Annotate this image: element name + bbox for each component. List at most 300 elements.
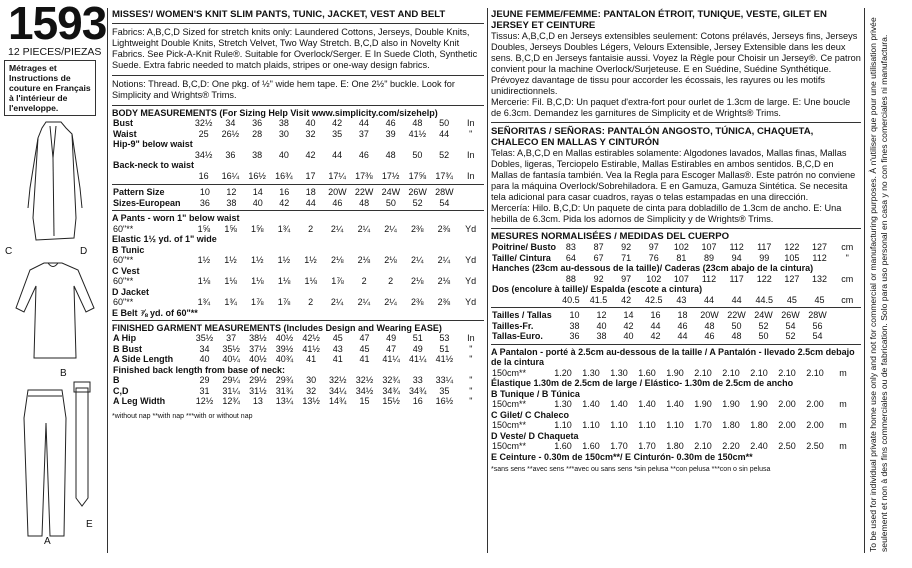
tailles-table (491, 310, 858, 342)
table-row (112, 150, 484, 161)
table-cell: 32 (306, 385, 317, 396)
yardage-view-title: Élastique 1.30m de 2.5cm de large / Elástico- 1.30m de 2.5cm de ancho (491, 378, 794, 388)
table-cell: 34¾ (382, 385, 400, 396)
table-cell: 34½ (355, 385, 374, 396)
table-cell: 47 (359, 333, 370, 343)
row-label: Taille/ Cintura (492, 252, 551, 263)
table-row (491, 274, 861, 285)
table-cell (831, 310, 858, 321)
table-row (112, 139, 484, 150)
table-cell: 12 (596, 310, 607, 320)
table-row (491, 441, 857, 452)
table-cell: 34½ (194, 149, 213, 160)
table-cell: 50 (385, 197, 396, 208)
table-cell: 41½ (302, 343, 320, 354)
table-cell: 54 (812, 331, 823, 341)
table-cell: 30 (278, 128, 289, 139)
yardage-cell: 2.00 (778, 399, 796, 409)
table-cell: 16 (650, 310, 661, 320)
table-cell: 49 (412, 343, 423, 354)
label-e: E (86, 519, 93, 530)
table-cell: 40¾ (275, 354, 294, 364)
yardage-cell: 1.20 (554, 367, 572, 378)
table-cell: 16 (279, 187, 290, 197)
table-cell: 105 (784, 252, 800, 263)
table-cell: 42 (305, 149, 316, 160)
table-cell: 34 (225, 118, 236, 128)
table-cell: 20W (700, 310, 719, 320)
table-cell: 30 (306, 375, 317, 385)
table-row (112, 297, 484, 308)
table-cell: 132 (812, 273, 828, 284)
table-cell: In (466, 170, 475, 181)
table-cell: 26½ (221, 128, 240, 139)
table-row (112, 365, 484, 376)
table-cell: 29½ (249, 375, 267, 385)
table-cell: 33¼ (435, 375, 454, 385)
yardage-cell: 1.10 (582, 420, 600, 430)
table-row (112, 354, 484, 365)
yardage-cell: 1.80 (750, 420, 768, 430)
table-cell: 38 (252, 149, 263, 160)
table-cell: 42 (650, 331, 661, 341)
yardage-cell: 2¼ (357, 223, 371, 234)
yardage-cell: 1⅞ (277, 297, 291, 307)
fabric-width: 60"** (113, 255, 134, 265)
fabric-width: 60"** (113, 276, 134, 286)
table-cell: 18 (305, 187, 316, 197)
table-cell: 38 (226, 197, 237, 208)
yardage-cell: 2.10 (694, 441, 712, 451)
yardage-cell: 2¼ (384, 297, 397, 307)
table-cell: 40 (278, 149, 289, 160)
table-cell: 32½ (194, 118, 213, 128)
table-cell: 67 (593, 252, 604, 263)
table-cell: 38 (278, 118, 289, 128)
fabrics-text: Fabrics: A,B,C,D Sized for stretch knits only: Laundered Cottons, Jerseys, Double Knits, Lightweight Double Knits, Stretch Velvet, Two Way Stretch. B,C,D also in Novelty Knit Fabrics. See Pick-A-Knit Rule®. Suitable for Overlock/Serger. E In Suede Cloth, Synthetic Suede. Extra fabric needed to match plaids, stripes or one-way design fabrics. (112, 27, 478, 70)
yardage-cell: 1⅝ (251, 223, 264, 234)
row-label: Hanches (23cm au-dessous de la taille)/ Caderas (23cm abajo de la cintura) (492, 263, 814, 273)
row-label: Dos (encolure à taille)/ Espalda (escote a cintura) (492, 284, 703, 294)
yardage-view-title: E Ceinture - 0.30m de 150cm**/ E Cinturón- 0.30m de 150cm** (491, 451, 753, 462)
yardage-cell: 1.10 (554, 420, 572, 430)
table-cell: 83 (565, 242, 576, 252)
row-label: A Side Length (113, 354, 174, 364)
table-row (112, 386, 484, 397)
yardage-cell: 2.10 (806, 367, 824, 378)
table-cell: 42 (623, 320, 634, 331)
table-cell: 17¾ (435, 170, 453, 181)
yardage-cell: Yd (465, 223, 477, 234)
yardage-cell: 2.10 (778, 367, 796, 378)
table-cell: 50 (758, 331, 769, 341)
table-cell: In (466, 118, 475, 128)
table-cell: 45 (814, 294, 825, 305)
table-cell: 44 (332, 149, 343, 160)
yardage-cell: 1.30 (610, 367, 628, 378)
table-row (112, 375, 484, 386)
table-cell: 44 (358, 118, 369, 128)
pieces-count: 12 PIECES/PIEZAS (8, 46, 102, 58)
table-cell: 16½ (435, 396, 454, 406)
table-cell: 16¼ (221, 170, 240, 181)
row-label: B Bust (113, 343, 142, 354)
table-cell: 97 (621, 273, 632, 284)
table-cell: 16 (412, 396, 423, 406)
yardage-cell: m (839, 420, 847, 430)
table-cell: 31½ (249, 385, 267, 396)
yardage-table (112, 213, 484, 318)
table-cell: 44 (731, 294, 742, 305)
table-cell: 45 (786, 294, 797, 305)
yardage-cell: 1¾ (224, 297, 237, 307)
table-row (112, 160, 484, 171)
row-label: B (113, 375, 120, 385)
yardage-cell: 2¼ (384, 223, 397, 234)
table-cell: 16 (198, 170, 209, 181)
table-cell: 40 (596, 320, 607, 331)
fabric-width: 150cm** (492, 420, 527, 430)
french-title: JEUNE FEMME/FEMME: PANTALON ÉTROIT, TUNIQUE, VESTE, GILET EN JERSEY ET CEINTURE (491, 9, 827, 31)
body-measurements-table (112, 118, 484, 181)
telas-text: Telas: A,B,C,D en Mallas estirables solamente: Algodones lavados, Mallas finas, Mallas Dobles, ligeras, Terciopelo Estirable, Mallas Estirables en ambos sentidos. B,C,D en Mallas de fantasía también. Vea la Regla para Escoger Mallas®. Este patrón no conviene para la máquina Overlock/Sobrehiladora. E en Gamuza, Gamuza Sintética. Se necesita tela adicional para casar cuadros, rayas o telas estampadas en una dirección. (491, 148, 856, 202)
belt-drawing (76, 388, 88, 506)
table-cell: 36 (252, 118, 263, 128)
spanish-title: SEÑORITAS / SEÑORAS: PANTALÓN ANGOSTO, TÚNICA, CHAQUETA, CHALECO EN MALLAS Y CINTURÓN (491, 126, 814, 148)
yardage-cell: 1.90 (722, 399, 740, 409)
garment-illustrations (6, 118, 104, 548)
table-cell: 92 (593, 273, 604, 284)
table-cell: 89 (704, 252, 715, 263)
mercerie-text: Mercerie: Fil. B,C,D: Un paquet d'extra-fort pour ourlet de 1.3cm de large. E: Une boucle de 6.3cm. Demandez les garnitures de Simplicity et de Wrights® Trims. (491, 97, 851, 118)
table-cell: 41.5 (589, 294, 608, 305)
pattern-number: 1593 (8, 0, 107, 49)
table-row (112, 396, 484, 407)
table-cell: 41 (359, 354, 370, 364)
table-cell: 48 (359, 197, 370, 208)
yardage-cell: 2¼ (330, 223, 344, 234)
yardage-view-title: B Tunic (112, 244, 145, 255)
yardage-view-title: B Tunique / B Túnica (491, 388, 580, 399)
table-cell: 13 (252, 396, 263, 406)
french-instructions-note: Métrages et Instructions de couture en Français à l'intérieur de l'enveloppe. (4, 60, 96, 116)
yardage-cell: 1.30 (582, 367, 600, 378)
yardage-cell: 1¾ (277, 223, 291, 234)
table-cell: 35½ (222, 343, 240, 354)
table-row (491, 242, 861, 253)
row-label: A Hip (113, 333, 137, 343)
fabric-width: 150cm** (492, 399, 527, 409)
table-cell: 12½ (195, 396, 214, 406)
yardage-view-title: Elastic 1½ yd. of 1" wide (112, 234, 217, 244)
yardage-cell: 1¾ (197, 297, 211, 307)
table-cell: 47 (386, 343, 397, 354)
table-row (112, 198, 484, 209)
yardage-cell: 2⅛ (384, 255, 397, 265)
table-cell: 28W (808, 310, 827, 320)
row-label: Finished back length from base of neck: (113, 364, 286, 375)
table-cell: In (466, 149, 475, 160)
table-cell (831, 321, 858, 332)
table-cell: 64 (565, 252, 576, 263)
table-cell: 32 (305, 128, 316, 139)
pattern-size-table (112, 187, 484, 208)
table-row (112, 187, 484, 198)
table-cell (831, 331, 858, 342)
yardage-cell: 1.70 (638, 441, 656, 451)
yardage-cell: 1⅞ (331, 276, 344, 286)
usage-note-vertical: To be used for individual private home use only and not for commercial or manufacturing purposes. À n'utiliser que pour une utilisation privée seulement et non à des fins commerciales ou de fabrication. Solo para uso personal en casa y no con fines comerciales ni manufactura. (868, 17, 889, 552)
table-cell: 46 (677, 320, 688, 331)
table-cell: 16½ (248, 170, 266, 181)
table-cell: 112 (701, 273, 717, 284)
table-cell: 40¼ (222, 354, 240, 364)
yardage-cell: 1½ (304, 255, 317, 265)
table-cell: cm (841, 294, 854, 305)
table-cell: 54 (785, 320, 796, 331)
table-cell: 107 (701, 242, 717, 252)
table-cell: 34¼ (329, 385, 347, 396)
table-cell: 36 (569, 331, 580, 341)
yardage-cell: 1.60 (582, 441, 600, 451)
table-cell: 88 (565, 273, 576, 284)
yardage-cell: 2⅜ (410, 223, 424, 234)
mesures-table (491, 242, 861, 305)
table-cell: " (469, 385, 473, 396)
yardage-cell: m (839, 441, 847, 451)
table-cell: 122 (756, 273, 772, 284)
yardage-cell: 1.60 (638, 367, 656, 378)
mesures-title: MESURES NORMALISÉES / MEDIDAS DEL CUERPO (491, 231, 730, 242)
yardage-cell: 1.60 (554, 441, 572, 451)
yardage-cell: 2.40 (750, 441, 768, 451)
yardage-cell: 1.70 (694, 420, 712, 430)
table-cell: 117 (757, 242, 772, 252)
table-cell: 53 (439, 333, 450, 343)
table-cell: 29¼ (222, 375, 240, 385)
table-row (491, 295, 861, 306)
yardage-cell: 1⅛ (277, 276, 291, 286)
fabric-width: 60"** (113, 297, 134, 307)
table-cell: 38 (569, 320, 580, 331)
table-cell: 18 (677, 310, 688, 320)
table-cell: cm (841, 242, 854, 252)
table-cell: 10 (199, 187, 210, 197)
table-cell: 14 (252, 187, 263, 197)
middle-footnote: *sans sens **avec sens ***avec ou sans sens *sin pelusa **con pelusa ***con o sin pelusa (491, 466, 771, 473)
table-cell: 42 (621, 294, 632, 305)
table-cell: 94 (731, 252, 742, 263)
yardage-cell: m (839, 399, 847, 409)
label-c: C (5, 246, 13, 257)
table-cell: 37 (358, 128, 369, 139)
table-cell: 37½ (249, 343, 267, 354)
table-cell: 36 (225, 149, 236, 160)
left-footnote: *without nap **with nap ***with or without nap (112, 412, 253, 420)
yardage-cell: m (839, 367, 847, 378)
yardage-cell: 1.90 (750, 399, 768, 409)
table-cell: 24W (381, 187, 401, 197)
table-cell: 35 (439, 385, 450, 396)
table-row (491, 263, 861, 274)
yardage-cell: 1.40 (638, 399, 656, 409)
table-cell: 51 (412, 333, 423, 343)
table-cell: 36 (199, 197, 210, 208)
table-row (112, 118, 484, 129)
table-cell: 44 (439, 128, 450, 139)
table-cell: 76 (648, 252, 659, 263)
yardage-cell: 1.30 (554, 399, 572, 409)
table-cell: 31¼ (222, 385, 240, 396)
table-row (112, 276, 484, 287)
table-cell: 87 (593, 242, 604, 252)
table-cell: 52 (439, 149, 450, 160)
table-cell: 107 (673, 273, 689, 284)
yardage-cell: 2 (388, 276, 394, 286)
table-cell: " (845, 252, 849, 263)
table-cell: 24W (754, 310, 773, 320)
yardage-cell: 2¼ (357, 297, 371, 307)
table-cell: 44 (704, 294, 715, 305)
table-cell: 43 (332, 343, 343, 354)
label-d: D (80, 246, 88, 257)
table-cell: 29 (199, 375, 210, 385)
yardage-cell: 1⅝ (224, 223, 237, 234)
yardage-cell: 1½ (277, 255, 291, 265)
table-cell: 31 (199, 385, 210, 396)
row-label: Tailles / Tallas (492, 310, 552, 320)
french-spanish-section (491, 9, 861, 473)
yardage-cell: 2⅛ (357, 255, 371, 265)
table-cell: 51 (439, 343, 450, 354)
yardage-cell: 1.80 (722, 420, 740, 430)
row-label: A Leg Width (113, 396, 166, 406)
yardage-cell: 1⅝ (197, 223, 211, 234)
right-divider (864, 8, 865, 553)
table-cell: 20W (328, 187, 347, 197)
row-label (491, 295, 557, 306)
table-cell: 122 (784, 242, 800, 252)
table-cell: 17½ (381, 170, 400, 181)
table-cell: 17 (305, 170, 316, 181)
row-label: Pattern Size (113, 187, 165, 197)
table-cell: 46 (358, 149, 369, 160)
table-cell: 56 (812, 320, 823, 331)
label-b: B (60, 368, 67, 379)
body-measurements-title: BODY MEASUREMENTS (For Sizing Help Visit www.simplicity.com/sizehelp) (112, 108, 438, 118)
table-cell: 52 (412, 197, 423, 208)
table-cell: 102 (673, 242, 689, 252)
table-cell: 40 (252, 197, 263, 208)
row-label: Back-neck to waist (113, 160, 195, 170)
table-cell: 44 (650, 320, 661, 331)
table-cell: 26W (408, 187, 427, 197)
table-cell: 52 (758, 320, 769, 331)
table-cell: 41 (332, 354, 343, 364)
table-cell: 29¾ (275, 375, 294, 385)
table-cell: 48 (704, 320, 715, 331)
table-cell: 25 (198, 128, 209, 139)
yardage-cell: 1.80 (666, 441, 684, 451)
tissus-text: Tissus: A,B,C,D en Jerseys extensibles seulement: Cotons prélavés, Jerseys fins, Jerseys Doubles, Jerseys Doubles Légers, Velours Extensible, Jersey Extensible dans les deux sens. B,C,D en Jerseys fantaisie aussi. Voyez la Règle pour Choisir un Jersey®. Ce patron convient pour la machine Overlock/Surjeteuse. E en Suédine, Suédine Synthétique. Prévoyez davantage de tissu pour accorder les écossais, les rayures ou les motifs unidirectionnels. (491, 31, 861, 96)
table-cell: 32½ (329, 375, 347, 385)
yardage-view-title: D Veste/ D Chaqueta (491, 430, 579, 441)
table-row (491, 253, 861, 264)
fabric-width: 60"** (113, 223, 134, 234)
table-cell: 50 (731, 320, 742, 331)
yardage-cell: 1½ (197, 255, 211, 265)
table-cell: 48 (731, 331, 742, 341)
yardage-view-title: D Jacket (112, 286, 150, 297)
table-cell: 45 (332, 333, 343, 343)
yardage-cell: 2⅛ (437, 276, 451, 286)
table-cell: 46 (385, 118, 396, 128)
table-cell: 14 (623, 310, 634, 320)
table-cell: 40 (305, 118, 316, 128)
yardage-cell: 1⅛ (197, 276, 211, 286)
yardage-cell: 2 (308, 297, 314, 307)
table-cell: 28W (435, 187, 454, 197)
table-cell: 17⅜ (355, 170, 373, 181)
table-row (491, 284, 861, 295)
table-cell: cm (841, 273, 854, 284)
yardage-cell: 1.40 (610, 399, 628, 409)
yardage-cell: 2.50 (778, 441, 796, 451)
pants-drawing (24, 390, 66, 536)
table-cell: 42 (279, 197, 290, 208)
table-row (491, 368, 857, 379)
table-cell: " (469, 396, 473, 406)
table-cell: 26W (781, 310, 800, 320)
table-row (491, 321, 858, 332)
yardage-view-title: A Pantalon - porté à 2.5cm au-dessous de la taille / A Pantalón - llevado 2.5cm debajo de la cintura (491, 346, 855, 367)
table-cell: 31¾ (275, 385, 294, 396)
yardage-cell: 2¼ (437, 255, 451, 265)
yardage-cell: 1⅞ (251, 297, 264, 307)
yardage-cell: 2¼ (410, 255, 424, 265)
fabric-width: 150cm** (492, 441, 527, 451)
table-cell: 50 (439, 118, 450, 128)
yardage-view-title: C Vest (112, 265, 140, 276)
row-label: Sizes-European (113, 197, 181, 208)
yardage-cell: 2.20 (722, 441, 740, 451)
english-title: MISSES'/ WOMEN'S KNIT SLIM PANTS, TUNIC, JACKET, VEST AND BELT (112, 9, 446, 20)
fabric-width: 150cm** (492, 367, 527, 378)
table-cell: " (469, 375, 473, 385)
table-cell: 102 (646, 273, 662, 284)
table-cell (458, 187, 484, 198)
table-cell: 16¾ (275, 170, 293, 181)
tunic-drawing (16, 263, 94, 358)
yardage-cell: 1.10 (610, 420, 628, 430)
finished-measurements-table (112, 333, 484, 407)
yardage-cell: 1⅛ (224, 276, 237, 286)
notions-text: Notions: Thread. B,C,D: One pkg. of ½" wide hem tape. E: One 2½" buckle. Look for Simplicity and Wrights® Trims. (112, 79, 455, 100)
row-label: Tailles-Fr. (492, 320, 534, 331)
table-cell: 45 (359, 343, 370, 354)
table-cell: 35½ (195, 333, 214, 343)
row-label (112, 171, 190, 182)
yardage-cell: 1.40 (582, 399, 600, 409)
table-cell: 46 (332, 197, 343, 208)
row-label (491, 274, 557, 285)
yardage-view-title: E Belt ⅞ yd. of 60"** (112, 307, 198, 318)
table-cell: 71 (621, 252, 632, 263)
table-cell: 44 (305, 197, 316, 208)
table-cell: 14¾ (329, 396, 347, 406)
yardage-cell: 2 (308, 223, 314, 234)
table-row (112, 344, 484, 355)
